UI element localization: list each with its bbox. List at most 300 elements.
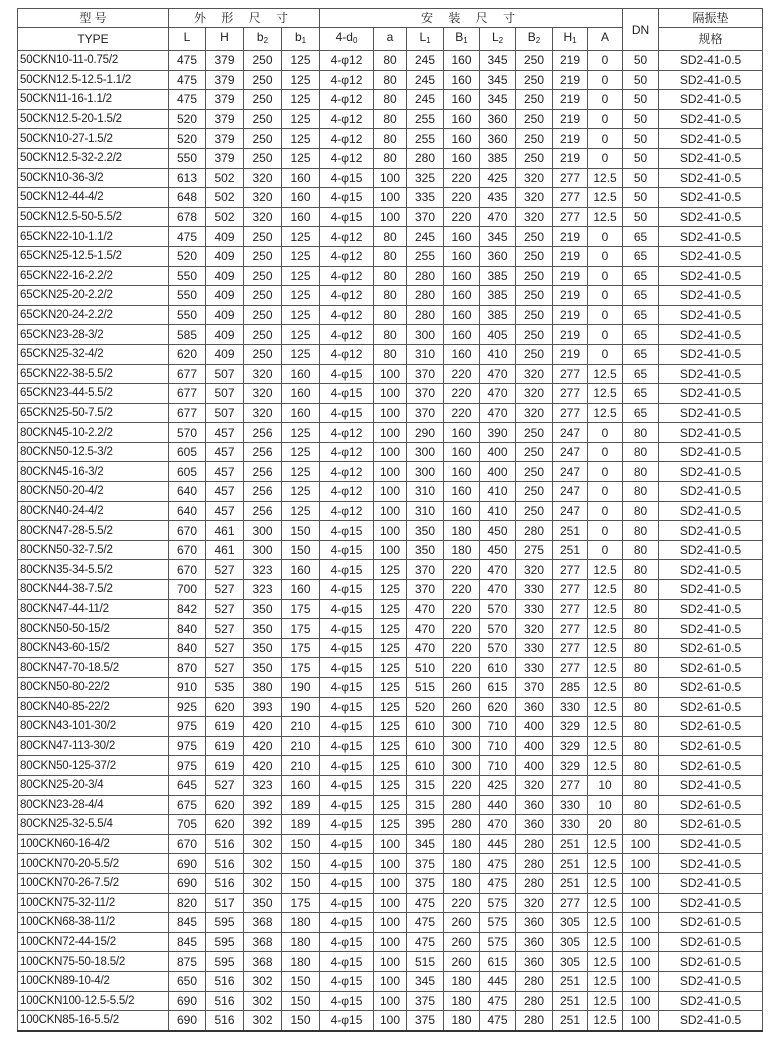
value-cell: SD2-41-0.5 — [659, 1011, 763, 1031]
value-cell: 302 — [244, 1011, 282, 1031]
value-cell: 220 — [444, 403, 480, 423]
value-cell: SD2-41-0.5 — [659, 482, 763, 502]
value-cell: 247 — [553, 482, 588, 502]
value-cell: 320 — [244, 207, 282, 227]
value-cell: 300 — [407, 442, 444, 462]
value-cell: 80 — [623, 736, 659, 756]
model-cell: 80CKN47-44-11/2 — [18, 599, 169, 619]
value-cell: 12.5 — [588, 697, 623, 717]
value-cell: 125 — [282, 501, 320, 521]
value-cell: 435 — [480, 188, 516, 208]
value-cell: 323 — [244, 560, 282, 580]
value-cell: 250 — [516, 501, 553, 521]
value-cell: 280 — [444, 815, 480, 835]
value-cell: 370 — [407, 560, 444, 580]
value-cell: 285 — [553, 678, 588, 698]
value-cell: 150 — [282, 540, 320, 560]
value-cell: SD2-41-0.5 — [659, 266, 763, 286]
value-cell: 125 — [374, 619, 407, 639]
header-pad: 隔振垫 — [659, 9, 763, 28]
value-cell: SD2-41-0.5 — [659, 991, 763, 1011]
value-cell: 0 — [588, 423, 623, 443]
value-cell: 302 — [244, 991, 282, 1011]
value-cell: 150 — [282, 834, 320, 854]
value-cell: 12.5 — [588, 1011, 623, 1031]
value-cell: 250 — [516, 325, 553, 345]
table-row — [18, 305, 763, 325]
value-cell: 516 — [206, 1011, 244, 1031]
value-cell: 375 — [407, 873, 444, 893]
value-cell: 100 — [374, 991, 407, 1011]
value-cell: 160 — [444, 70, 480, 90]
value-cell: 370 — [407, 403, 444, 423]
value-cell: 277 — [553, 168, 588, 188]
model-cell: 65CKN25-32-4/2 — [18, 344, 169, 364]
table-row — [18, 736, 763, 756]
value-cell: 247 — [553, 423, 588, 443]
model-cell: 80CKN50-32-7.5/2 — [18, 540, 169, 560]
value-cell: 80 — [374, 51, 407, 71]
value-cell: 570 — [480, 619, 516, 639]
value-cell: 605 — [169, 462, 206, 482]
value-cell: 320 — [516, 403, 553, 423]
value-cell: 175 — [282, 638, 320, 658]
value-cell: 329 — [553, 717, 588, 737]
value-cell: SD2-41-0.5 — [659, 384, 763, 404]
value-cell: 150 — [282, 1011, 320, 1031]
value-cell: 475 — [169, 70, 206, 90]
value-cell: 516 — [206, 991, 244, 1011]
value-cell: 255 — [407, 109, 444, 129]
value-cell: 219 — [553, 305, 588, 325]
value-cell: 320 — [516, 207, 553, 227]
model-cell: 100CKN75-50-18.5/2 — [18, 952, 169, 972]
value-cell: 12.5 — [588, 364, 623, 384]
value-cell: 160 — [444, 246, 480, 266]
value-cell: 80 — [374, 305, 407, 325]
value-cell: 409 — [206, 344, 244, 364]
model-cell: 50CKN12-44-4/2 — [18, 188, 169, 208]
value-cell: 50 — [623, 70, 659, 90]
table-row — [18, 795, 763, 815]
model-cell: 80CKN40-24-4/2 — [18, 501, 169, 521]
value-cell: 375 — [407, 991, 444, 1011]
value-cell: 0 — [588, 501, 623, 521]
value-cell: 502 — [206, 207, 244, 227]
value-cell: 125 — [374, 580, 407, 600]
value-cell: 345 — [480, 70, 516, 90]
value-cell: 302 — [244, 854, 282, 874]
value-cell: 370 — [407, 364, 444, 384]
value-cell: 527 — [206, 619, 244, 639]
value-cell: 100 — [374, 482, 407, 502]
value-cell: 125 — [374, 815, 407, 835]
value-cell: 975 — [169, 756, 206, 776]
value-cell: 470 — [480, 364, 516, 384]
value-cell: 370 — [407, 207, 444, 227]
model-cell: 100CKN72-44-15/2 — [18, 932, 169, 952]
value-cell: 470 — [480, 560, 516, 580]
model-cell: 80CKN50-50-15/2 — [18, 619, 169, 639]
value-cell: 4-φ12 — [320, 148, 374, 168]
value-cell: 605 — [169, 442, 206, 462]
value-cell: 300 — [444, 756, 480, 776]
value-cell: SD2-41-0.5 — [659, 344, 763, 364]
value-cell: 80 — [623, 521, 659, 541]
value-cell: 507 — [206, 403, 244, 423]
value-cell: 160 — [444, 266, 480, 286]
model-cell: 80CKN25-32-5.5/4 — [18, 815, 169, 835]
value-cell: SD2-61-0.5 — [659, 815, 763, 835]
value-cell: 4-φ12 — [320, 246, 374, 266]
model-cell: 80CKN35-34-5.5/2 — [18, 560, 169, 580]
value-cell: 405 — [480, 325, 516, 345]
value-cell: 470 — [480, 403, 516, 423]
value-cell: 4-φ12 — [320, 70, 374, 90]
value-cell: 670 — [169, 560, 206, 580]
value-cell: 277 — [553, 364, 588, 384]
value-cell: SD2-41-0.5 — [659, 148, 763, 168]
pump-spec-sheet — [17, 8, 762, 1032]
value-cell: 150 — [282, 854, 320, 874]
value-cell: 325 — [407, 168, 444, 188]
value-cell: 160 — [444, 109, 480, 129]
value-cell: 645 — [169, 775, 206, 795]
value-cell: 390 — [480, 423, 516, 443]
value-cell: 100 — [374, 423, 407, 443]
value-cell: 510 — [407, 658, 444, 678]
value-cell: 4-φ15 — [320, 384, 374, 404]
value-cell: 12.5 — [588, 893, 623, 913]
value-cell: 840 — [169, 638, 206, 658]
value-cell: 220 — [444, 638, 480, 658]
value-cell: 305 — [553, 913, 588, 933]
value-cell: 610 — [407, 736, 444, 756]
value-cell: 250 — [516, 305, 553, 325]
value-cell: 80 — [623, 756, 659, 776]
value-cell: 320 — [244, 403, 282, 423]
model-cell: 80CKN25-20-3/4 — [18, 775, 169, 795]
value-cell: 4-φ15 — [320, 521, 374, 541]
model-cell: 80CKN45-10-2.2/2 — [18, 423, 169, 443]
value-cell: SD2-41-0.5 — [659, 188, 763, 208]
value-cell: 842 — [169, 599, 206, 619]
model-cell: 50CKN10-36-3/2 — [18, 168, 169, 188]
value-cell: SD2-41-0.5 — [659, 70, 763, 90]
value-cell: 4-φ12 — [320, 90, 374, 110]
value-cell: 125 — [282, 70, 320, 90]
value-cell: 520 — [169, 246, 206, 266]
table-row — [18, 893, 763, 913]
value-cell: 575 — [480, 932, 516, 952]
table-row — [18, 364, 763, 384]
value-cell: 277 — [553, 580, 588, 600]
model-cell: 50CKN11-16-1.1/2 — [18, 90, 169, 110]
value-cell: 125 — [374, 678, 407, 698]
col-header: $B_2$ — [516, 28, 553, 51]
value-cell: 380 — [244, 678, 282, 698]
value-cell: 690 — [169, 991, 206, 1011]
value-cell: 375 — [407, 854, 444, 874]
value-cell: 245 — [407, 70, 444, 90]
table-row — [18, 873, 763, 893]
model-cell: 65CKN25-20-2.2/2 — [18, 286, 169, 306]
value-cell: 160 — [282, 207, 320, 227]
value-cell: 160 — [444, 227, 480, 247]
value-cell: SD2-41-0.5 — [659, 109, 763, 129]
value-cell: 4-φ12 — [320, 51, 374, 71]
value-cell: 250 — [244, 227, 282, 247]
value-cell: 160 — [444, 501, 480, 521]
value-cell: 100 — [623, 913, 659, 933]
value-cell: 0 — [588, 521, 623, 541]
value-cell: 845 — [169, 932, 206, 952]
value-cell: SD2-41-0.5 — [659, 893, 763, 913]
value-cell: SD2-41-0.5 — [659, 560, 763, 580]
value-cell: 4-φ15 — [320, 678, 374, 698]
value-cell: 175 — [282, 599, 320, 619]
value-cell: 125 — [282, 442, 320, 462]
value-cell: 251 — [553, 834, 588, 854]
value-cell: 125 — [282, 90, 320, 110]
value-cell: 475 — [407, 913, 444, 933]
col-header: A — [588, 28, 623, 51]
value-cell: 710 — [480, 717, 516, 737]
value-cell: 0 — [588, 325, 623, 345]
value-cell: 330 — [516, 580, 553, 600]
value-cell: 50 — [623, 168, 659, 188]
value-cell: SD2-41-0.5 — [659, 619, 763, 639]
value-cell: 550 — [169, 305, 206, 325]
value-cell: 250 — [244, 344, 282, 364]
model-cell: 50CKN12.5-20-1.5/2 — [18, 109, 169, 129]
value-cell: 4-φ15 — [320, 168, 374, 188]
value-cell: SD2-41-0.5 — [659, 540, 763, 560]
value-cell: 320 — [516, 619, 553, 639]
value-cell: 260 — [444, 952, 480, 972]
value-cell: 12.5 — [588, 932, 623, 952]
value-cell: 360 — [480, 109, 516, 129]
value-cell: 4-φ15 — [320, 775, 374, 795]
value-cell: 280 — [516, 854, 553, 874]
value-cell: 250 — [516, 70, 553, 90]
value-cell: 520 — [407, 697, 444, 717]
value-cell: 251 — [553, 521, 588, 541]
table-row — [18, 462, 763, 482]
value-cell: 650 — [169, 971, 206, 991]
value-cell: 125 — [374, 736, 407, 756]
value-cell: 250 — [516, 109, 553, 129]
value-cell: 255 — [407, 129, 444, 149]
value-cell: 250 — [244, 325, 282, 345]
value-cell: 0 — [588, 227, 623, 247]
value-cell: 251 — [553, 1011, 588, 1031]
table-row — [18, 423, 763, 443]
value-cell: 368 — [244, 913, 282, 933]
value-cell: 329 — [553, 756, 588, 776]
value-cell: 250 — [516, 442, 553, 462]
value-cell: 160 — [444, 344, 480, 364]
value-cell: 125 — [374, 795, 407, 815]
value-cell: 379 — [206, 148, 244, 168]
value-cell: 345 — [480, 51, 516, 71]
value-cell: 160 — [282, 560, 320, 580]
col-header: L — [169, 28, 206, 51]
value-cell: 219 — [553, 90, 588, 110]
table-row — [18, 560, 763, 580]
value-cell: 515 — [407, 952, 444, 972]
value-cell: 4-φ15 — [320, 932, 374, 952]
value-cell: 251 — [553, 854, 588, 874]
value-cell: SD2-41-0.5 — [659, 90, 763, 110]
value-cell: 550 — [169, 266, 206, 286]
value-cell: 280 — [407, 305, 444, 325]
value-cell: 256 — [244, 442, 282, 462]
value-cell: 280 — [516, 971, 553, 991]
value-cell: 0 — [588, 70, 623, 90]
value-cell: 4-φ15 — [320, 952, 374, 972]
value-cell: 250 — [244, 286, 282, 306]
value-cell: 210 — [282, 736, 320, 756]
value-cell: 160 — [444, 148, 480, 168]
value-cell: 0 — [588, 305, 623, 325]
value-cell: 360 — [516, 932, 553, 952]
value-cell: 160 — [282, 364, 320, 384]
value-cell: 100 — [374, 893, 407, 913]
value-cell: 400 — [516, 756, 553, 776]
value-cell: 80 — [623, 580, 659, 600]
value-cell: SD2-41-0.5 — [659, 364, 763, 384]
value-cell: 690 — [169, 873, 206, 893]
value-cell: 4-φ15 — [320, 756, 374, 776]
value-cell: 65 — [623, 325, 659, 345]
value-cell: 517 — [206, 893, 244, 913]
value-cell: 670 — [169, 540, 206, 560]
value-cell: 640 — [169, 482, 206, 502]
value-cell: 277 — [553, 658, 588, 678]
value-cell: 409 — [206, 325, 244, 345]
table-row — [18, 580, 763, 600]
value-cell: 125 — [374, 756, 407, 776]
value-cell: 180 — [444, 521, 480, 541]
value-cell: 65 — [623, 246, 659, 266]
table-row — [18, 207, 763, 227]
value-cell: 100 — [374, 1011, 407, 1031]
value-cell: 620 — [206, 815, 244, 835]
value-cell: 379 — [206, 70, 244, 90]
value-cell: 12.5 — [588, 834, 623, 854]
value-cell: 219 — [553, 266, 588, 286]
value-cell: 250 — [516, 90, 553, 110]
value-cell: 219 — [553, 286, 588, 306]
model-cell: 80CKN50-12.5-3/2 — [18, 442, 169, 462]
value-cell: 247 — [553, 462, 588, 482]
value-cell: 190 — [282, 678, 320, 698]
model-cell: 100CKN89-10-4/2 — [18, 971, 169, 991]
value-cell: 125 — [282, 129, 320, 149]
value-cell: 277 — [553, 560, 588, 580]
value-cell: 100 — [623, 932, 659, 952]
value-cell: 320 — [244, 364, 282, 384]
value-cell: 470 — [407, 599, 444, 619]
value-cell: 220 — [444, 188, 480, 208]
value-cell: 409 — [206, 305, 244, 325]
value-cell: 420 — [244, 756, 282, 776]
value-cell: 4-φ15 — [320, 971, 374, 991]
value-cell: 12.5 — [588, 971, 623, 991]
table-row — [18, 952, 763, 972]
value-cell: 409 — [206, 246, 244, 266]
value-cell: 160 — [282, 168, 320, 188]
value-cell: 100 — [374, 403, 407, 423]
value-cell: 245 — [407, 51, 444, 71]
value-cell: 475 — [169, 227, 206, 247]
value-cell: 80 — [623, 560, 659, 580]
value-cell: 4-φ12 — [320, 344, 374, 364]
value-cell: 65 — [623, 344, 659, 364]
value-cell: 160 — [444, 482, 480, 502]
model-cell: 80CKN43-60-15/2 — [18, 638, 169, 658]
value-cell: 550 — [169, 148, 206, 168]
value-cell: 409 — [206, 286, 244, 306]
value-cell: 250 — [516, 148, 553, 168]
value-cell: 4-φ15 — [320, 638, 374, 658]
value-cell: 251 — [553, 873, 588, 893]
value-cell: 475 — [480, 1011, 516, 1031]
value-cell: 457 — [206, 501, 244, 521]
value-cell: 125 — [282, 482, 320, 502]
value-cell: 400 — [516, 736, 553, 756]
value-cell: 277 — [553, 599, 588, 619]
value-cell: 180 — [282, 913, 320, 933]
value-cell: 160 — [444, 305, 480, 325]
value-cell: 277 — [553, 207, 588, 227]
value-cell: 280 — [516, 521, 553, 541]
value-cell: 245 — [407, 90, 444, 110]
model-cell: 80CKN47-70-18.5/2 — [18, 658, 169, 678]
value-cell: 0 — [588, 246, 623, 266]
value-cell: 457 — [206, 482, 244, 502]
value-cell: 150 — [282, 521, 320, 541]
value-cell: SD2-41-0.5 — [659, 227, 763, 247]
value-cell: 330 — [553, 697, 588, 717]
value-cell: 310 — [407, 482, 444, 502]
value-cell: 610 — [407, 756, 444, 776]
value-cell: 80 — [623, 638, 659, 658]
value-cell: 250 — [516, 129, 553, 149]
value-cell: 125 — [374, 599, 407, 619]
value-cell: 20 — [588, 815, 623, 835]
value-cell: 379 — [206, 109, 244, 129]
header-row-1 — [18, 9, 763, 28]
value-cell: 190 — [282, 697, 320, 717]
value-cell: 247 — [553, 442, 588, 462]
value-cell: 0 — [588, 109, 623, 129]
table-row — [18, 815, 763, 835]
value-cell: 100 — [623, 952, 659, 972]
value-cell: SD2-41-0.5 — [659, 246, 763, 266]
value-cell: 305 — [553, 932, 588, 952]
value-cell: SD2-61-0.5 — [659, 678, 763, 698]
value-cell: 12.5 — [588, 188, 623, 208]
value-cell: 690 — [169, 1011, 206, 1031]
value-cell: 80 — [374, 266, 407, 286]
table-row — [18, 70, 763, 90]
value-cell: 125 — [282, 227, 320, 247]
value-cell: 535 — [206, 678, 244, 698]
value-cell: 615 — [480, 952, 516, 972]
col-header: H — [206, 28, 244, 51]
